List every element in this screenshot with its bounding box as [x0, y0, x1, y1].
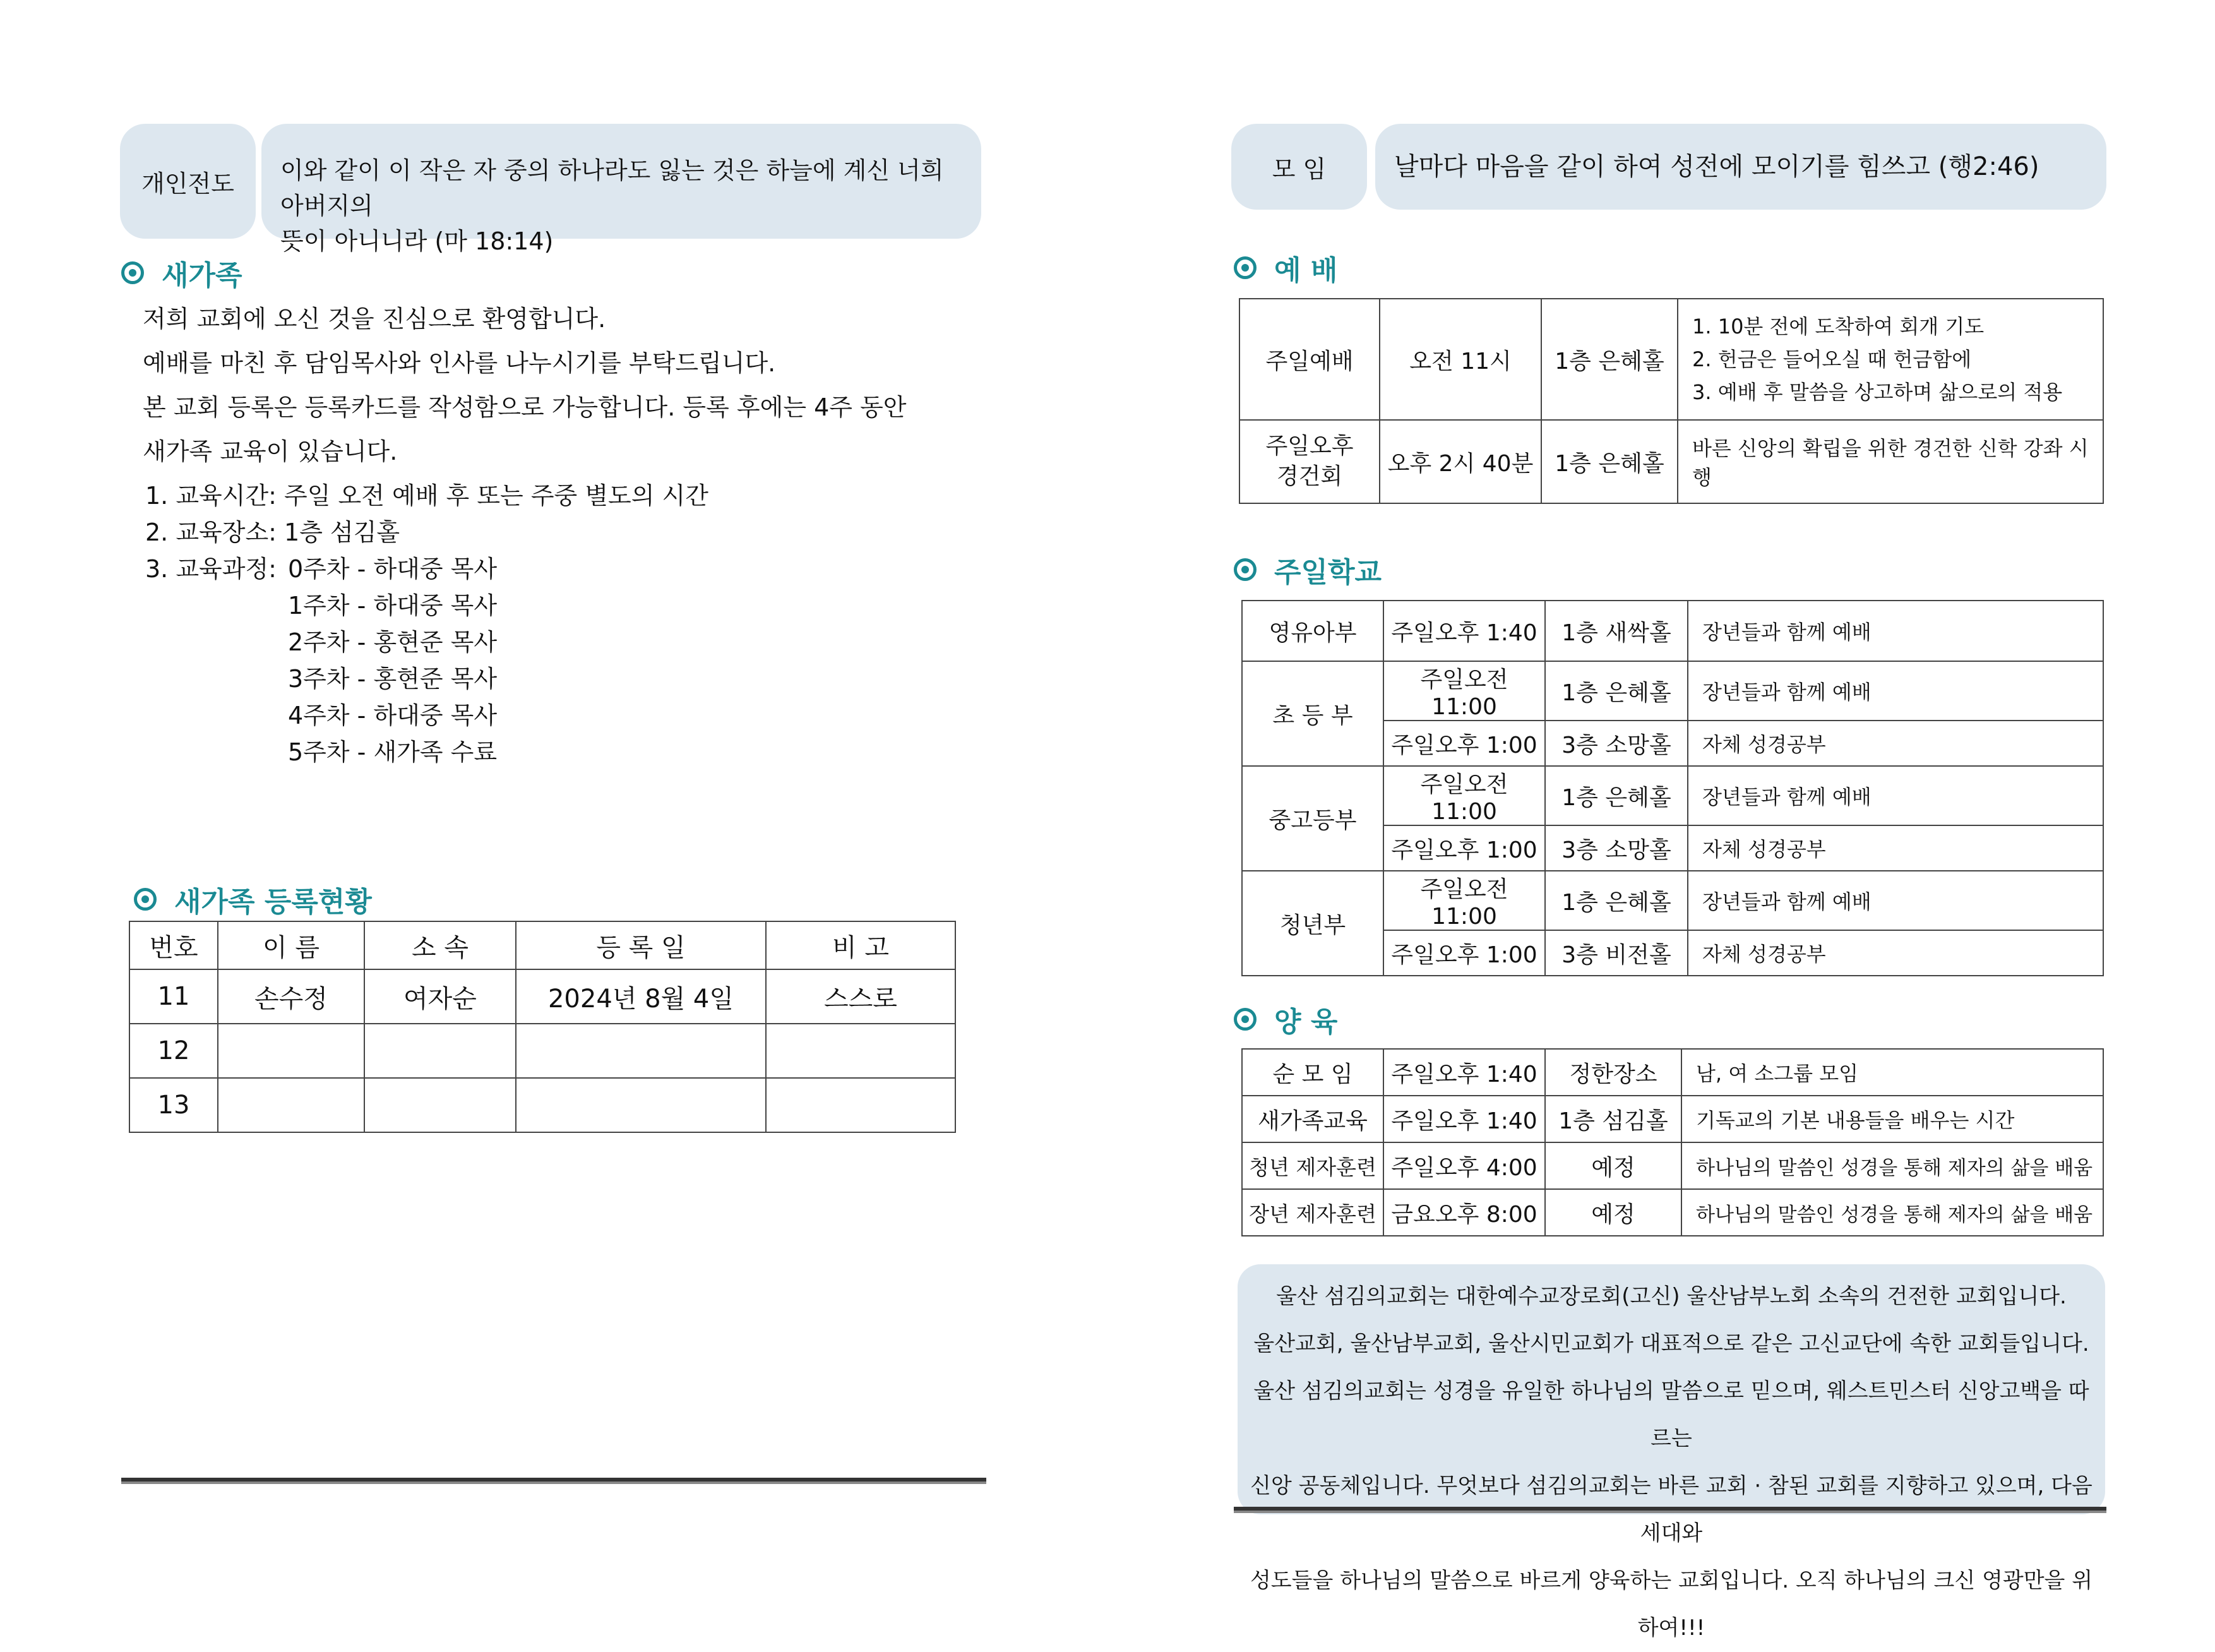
cell-note [766, 1078, 955, 1132]
program-note: 기독교의 기본 내용들을 배우는 시간 [1681, 1096, 2103, 1142]
dept-place: 1층 은혜홀 [1545, 766, 1688, 825]
worship-notes [1678, 299, 2103, 420]
dept-name: 청년부 [1242, 871, 1383, 976]
program-name: 청년 제자훈련 [1242, 1142, 1383, 1189]
program-note: 남, 여 소그룹 모임 [1681, 1049, 2103, 1096]
header-affiliation: 소 속 [364, 921, 516, 969]
new-family-title: 새가족 [162, 260, 242, 292]
dept-name: 영유아부 [1242, 601, 1383, 661]
header-name: 이 름 [218, 921, 364, 969]
dept-time: 주일오후 1:00 [1383, 825, 1545, 871]
table-row [1242, 661, 2103, 721]
program-note: 하나님의 말씀인 성경을 통해 제자의 삶을 배움 [1681, 1142, 2103, 1189]
dept-place: 1층 새싹홀 [1545, 601, 1688, 661]
worship-note-2: 2. 헌금은 들어오실 때 헌금함에 [1692, 347, 1972, 371]
program-time: 주일오후 1:40 [1383, 1096, 1545, 1142]
welcome-line-2: 예배를 마친 후 담임목사와 인사를 나누시기를 부탁드립니다. [143, 349, 776, 377]
bullet-icon [1234, 1008, 1257, 1031]
cell-number: 11 [129, 969, 218, 1024]
welcome-line-4: 새가족 교육이 있습니다. [143, 438, 398, 465]
dept-note: 자체 성경공부 [1688, 825, 2103, 871]
registration-table [129, 921, 956, 1133]
worship-name [1239, 420, 1380, 503]
cell-name [218, 1078, 364, 1132]
edu-course-label: 3. 교육과정: [145, 555, 277, 583]
worship-note-1: 1. 10분 전에 도착하여 회개 기도 [1692, 314, 1985, 338]
course-week-1: 1주차 - 하대중 목사 [288, 592, 498, 620]
cell-note [766, 1024, 955, 1078]
dept-place: 3층 소망홀 [1545, 825, 1688, 871]
sunday-school-title: 주일학교 [1274, 556, 1382, 589]
program-place: 예정 [1545, 1142, 1681, 1189]
about-line-4: 신앙 공동체입니다. 무엇보다 섬김의교회는 바른 교회 · 참된 교회를 지향하고 있으며, 다음세대와 [1250, 1473, 2093, 1546]
worship-note-3: 3. 예배 후 말씀을 상고하며 삶으로의 적용 [1692, 380, 2063, 404]
worship-title: 예 배 [1274, 254, 1338, 287]
course-week-3: 3주차 - 홍현준 목사 [288, 665, 498, 693]
cell-affiliation [364, 1078, 516, 1132]
cell-number: 13 [129, 1078, 218, 1132]
dept-time: 주일오후 1:00 [1383, 930, 1545, 976]
dept-note: 자체 성경공부 [1688, 721, 2103, 766]
welcome-line-3: 본 교회 등록은 등록카드를 작성함으로 가능합니다. 등록 후에는 4주 동안 [143, 393, 907, 421]
verse-line-1: 이와 같이 이 작은 자 중의 하나라도 잃는 것은 하늘에 계신 너희 아버지의 [280, 157, 944, 220]
worship-section-title [1234, 250, 1337, 285]
header-number: 번호 [129, 921, 218, 969]
edu-place: 2. 교육장소: 1층 섬김홀 [145, 518, 400, 546]
about-line-1: 울산 섬김의교회는 대한예수교장로회(고신) 울산남부노회 소속의 건전한 교회입니다. [1276, 1284, 2067, 1309]
program-place: 정한장소 [1545, 1049, 1681, 1096]
table-row [1239, 420, 2103, 503]
dept-name: 중고등부 [1242, 766, 1383, 871]
table-row [1242, 766, 2103, 825]
dept-time: 주일오후 1:00 [1383, 721, 1545, 766]
sunday-school-section-title [1234, 552, 1382, 587]
program-place: 1층 섬김홀 [1545, 1096, 1681, 1142]
program-name: 순 모 임 [1242, 1049, 1383, 1096]
worship-place: 1층 은혜홀 [1541, 299, 1678, 420]
edu-time: 1. 교육시간: 주일 오전 예배 후 또는 주중 별도의 시간 [145, 482, 708, 510]
bullet-icon [134, 888, 157, 911]
registration-section-title [134, 882, 372, 917]
registration-title: 새가족 등록현황 [174, 886, 372, 918]
bullet-icon [1234, 558, 1257, 581]
table-row [1242, 1096, 2103, 1142]
left-footer-rule [121, 1478, 986, 1481]
cell-affiliation: 여자순 [364, 969, 516, 1024]
right-footer-rule [1234, 1507, 2106, 1511]
personal-evangelism-verse-box [261, 124, 981, 255]
dept-note: 장년들과 함께 예배 [1688, 661, 2103, 721]
sunday-school-table [1241, 600, 2104, 976]
worship-time: 오전 11시 [1380, 299, 1541, 420]
cell-number: 12 [129, 1024, 218, 1078]
personal-evangelism-label: 개인전도 [141, 169, 234, 198]
dept-time: 주일오후 1:40 [1383, 601, 1545, 661]
dept-note: 장년들과 함께 예배 [1688, 766, 2103, 825]
personal-evangelism-label-box [120, 124, 256, 239]
table-row [129, 969, 955, 1024]
cell-name [218, 1024, 364, 1078]
dept-name: 초 등 부 [1242, 661, 1383, 766]
nurture-section-title [1234, 1002, 1337, 1037]
cell-date: 2024년 8월 4일 [516, 969, 766, 1024]
edu-course-list [288, 551, 497, 770]
worship-note: 바른 신앙의 확립을 위한 경건한 신학 강좌 시행 [1678, 420, 2103, 503]
about-line-2: 울산교회, 울산남부교회, 울산시민교회가 대표적으로 같은 고신교단에 속한 교회들입니다. [1253, 1331, 2089, 1356]
welcome-line-1: 저희 교회에 오신 것을 진심으로 환영합니다. [143, 305, 606, 333]
about-line-5: 성도들을 하나님의 말씀으로 바르게 양육하는 교회입니다. 오직 하나님의 크신 영광만을 위하여!!! [1250, 1568, 2093, 1641]
new-family-welcome [143, 297, 907, 474]
worship-name-line-2: 경건회 [1276, 464, 1343, 489]
gathering-label-box [1231, 124, 1367, 210]
cell-date [516, 1024, 766, 1078]
table-row [1242, 601, 2103, 661]
table-row [129, 1024, 955, 1078]
bullet-icon [121, 261, 144, 284]
table-row [129, 1078, 955, 1132]
gathering-label: 모 임 [1272, 155, 1327, 183]
cell-affiliation [364, 1024, 516, 1078]
nurture-title: 양 육 [1274, 1006, 1338, 1038]
table-header-row [129, 921, 955, 969]
cell-name: 손수정 [218, 969, 364, 1024]
church-about-box [1238, 1264, 2105, 1641]
dept-place: 1층 은혜홀 [1545, 661, 1688, 721]
course-week-0: 0주차 - 하대중 목사 [288, 555, 498, 583]
gathering-verse-box [1375, 124, 2106, 210]
nurture-table [1241, 1048, 2104, 1236]
table-row [1242, 1189, 2103, 1236]
table-row [1242, 871, 2103, 930]
worship-name-line-1: 주일오후 [1265, 433, 1354, 459]
course-week-4: 4주차 - 하대중 목사 [288, 702, 498, 729]
worship-time: 오후 2시 40분 [1380, 420, 1541, 503]
new-family-section-title [121, 255, 242, 290]
dept-note: 장년들과 함께 예배 [1688, 601, 2103, 661]
program-note: 하나님의 말씀인 성경을 통해 제자의 삶을 배움 [1681, 1189, 2103, 1236]
header-note: 비 고 [766, 921, 955, 969]
cell-date [516, 1078, 766, 1132]
dept-place: 1층 은혜홀 [1545, 871, 1688, 930]
dept-place: 3층 소망홀 [1545, 721, 1688, 766]
table-row [1242, 1049, 2103, 1096]
gathering-verse: 날마다 마음을 같이 하여 성전에 모이기를 힘쓰고 (행2:46) [1394, 152, 2039, 181]
verse-line-2: 뜻이 아니니라 (마 18:14) [280, 227, 554, 255]
cell-note: 스스로 [766, 969, 955, 1024]
table-row [1239, 299, 2103, 420]
dept-time: 주일오전 11:00 [1383, 661, 1545, 721]
worship-name: 주일예배 [1239, 299, 1380, 420]
program-time: 주일오후 4:00 [1383, 1142, 1545, 1189]
dept-place: 3층 비전홀 [1545, 930, 1688, 976]
bullet-icon [1234, 256, 1257, 279]
table-row [1242, 1142, 2103, 1189]
dept-note: 장년들과 함께 예배 [1688, 871, 2103, 930]
dept-time: 주일오전 11:00 [1383, 871, 1545, 930]
course-week-5: 5주차 - 새가족 수료 [288, 738, 498, 766]
header-date: 등 록 일 [516, 921, 766, 969]
program-place: 예정 [1545, 1189, 1681, 1236]
program-name: 장년 제자훈련 [1242, 1189, 1383, 1236]
about-line-3: 울산 섬김의교회는 성경을 유일한 하나님의 말씀으로 믿으며, 웨스트민스터 신앙고백을 따르는 [1253, 1379, 2089, 1451]
worship-place: 1층 은혜홀 [1541, 420, 1678, 503]
course-week-2: 2주차 - 홍현준 목사 [288, 628, 498, 656]
worship-table [1239, 298, 2104, 504]
program-name: 새가족교육 [1242, 1096, 1383, 1142]
program-time: 주일오후 1:40 [1383, 1049, 1545, 1096]
program-time: 금요오후 8:00 [1383, 1189, 1545, 1236]
dept-time: 주일오전 11:00 [1383, 766, 1545, 825]
dept-note: 자체 성경공부 [1688, 930, 2103, 976]
